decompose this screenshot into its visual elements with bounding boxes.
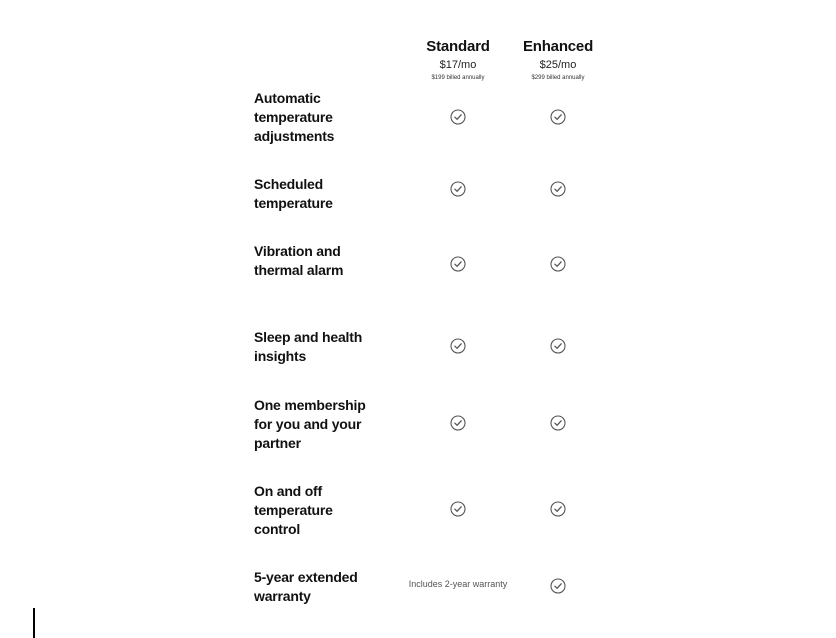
feature-label: Automatic temperature adjustments (254, 90, 335, 144)
check-circle-icon (450, 501, 466, 517)
check-circle-icon (450, 338, 466, 354)
check-circle-icon (550, 338, 566, 354)
feature-label: On and off temperature control (254, 483, 333, 537)
check-circle-icon (550, 256, 566, 272)
plan-billing-note: $299 billed annually (531, 75, 585, 81)
feature-label: Sleep and health insights (254, 329, 363, 364)
check-circle-icon (550, 501, 566, 517)
feature-label: Scheduled temperature (254, 176, 333, 211)
plan-header-enhanced (503, 38, 613, 82)
check-circle-icon (450, 415, 466, 431)
feature-label: One membership for you and your partner (254, 397, 366, 451)
check-circle-icon (450, 109, 466, 125)
feature-label: Vibration and thermal alarm (254, 243, 344, 278)
plan-billing-note: $199 billed annually (431, 75, 485, 81)
check-circle-icon (550, 415, 566, 431)
plan-price: $17/mo (439, 59, 477, 71)
text-cursor (33, 608, 35, 638)
plan-name: Enhanced (522, 38, 594, 55)
warranty-note: Includes 2-year warranty (408, 579, 508, 589)
check-circle-icon (550, 181, 566, 197)
plan-name: Standard (426, 38, 490, 55)
feature-label: 5-year extended warranty (254, 569, 358, 604)
check-circle-icon (450, 256, 466, 272)
check-circle-icon (550, 578, 566, 594)
check-circle-icon (550, 109, 566, 125)
plan-header-standard (403, 38, 513, 82)
plan-price: $25/mo (539, 59, 577, 71)
check-circle-icon (450, 181, 466, 197)
